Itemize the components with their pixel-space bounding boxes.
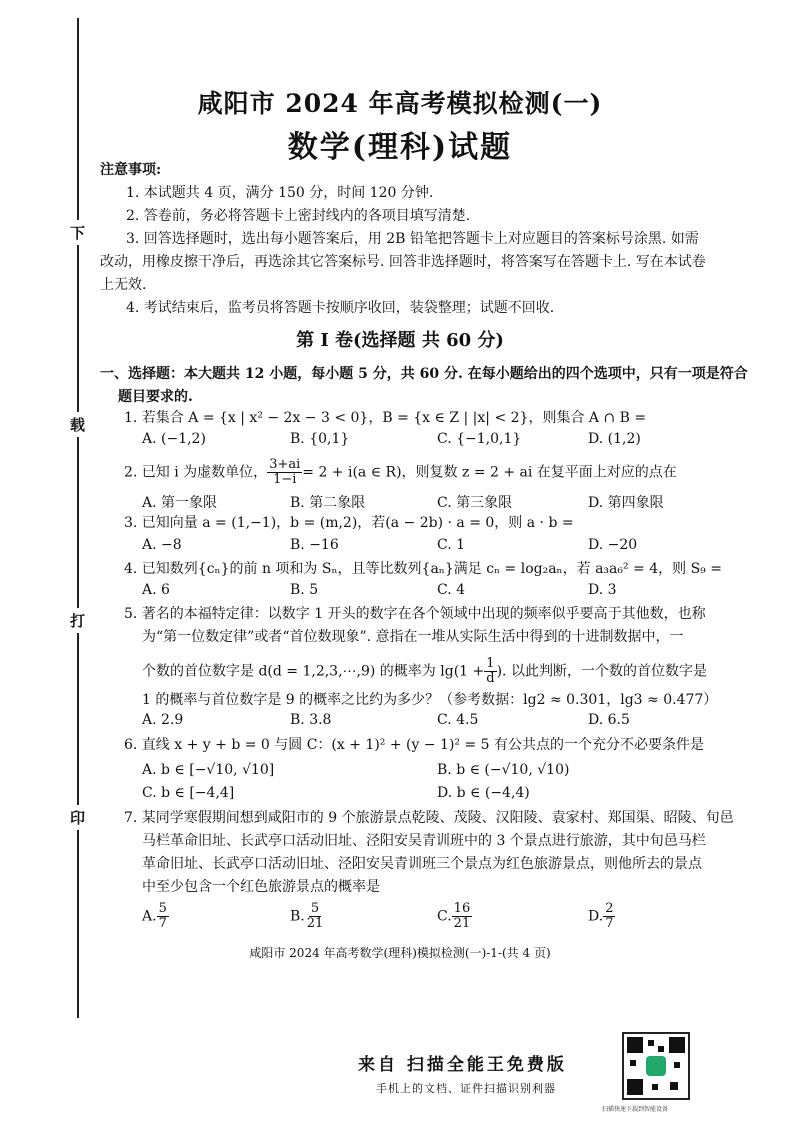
qr-module xyxy=(630,1060,636,1066)
section-intro-cont: 题目要求的. xyxy=(118,389,193,405)
question-6-option-b: B. b ∈ (−√10, √10) xyxy=(437,762,570,778)
question-5-fraction xyxy=(484,657,496,686)
question-6-stem: 6. 直线 x + y + b = 0 与圆 C：(x + 1)² + (y − 1)² = 5 有公共点的一个充分不必要条件是 xyxy=(124,737,705,753)
question-2-stem-post: = 2 + i(a ∈ R)，则复数 z = 2 + ai 在复平面上对应的点在 xyxy=(302,464,677,481)
question-2-option-c: C. 第三象限 xyxy=(437,495,513,511)
question-5-stem-cont xyxy=(142,657,707,686)
fraction-numerator: 16 xyxy=(453,901,471,916)
question-4-option-d: D. 3 xyxy=(588,582,617,598)
question-5-option-d: D. 6.5 xyxy=(588,712,630,728)
question-4-option-c: C. 4 xyxy=(437,582,466,598)
side-mark: 印 xyxy=(70,805,85,830)
fraction-numerator: 5 xyxy=(310,901,320,916)
option-fraction xyxy=(452,902,473,931)
question-1-option-a: A. (−1,2) xyxy=(142,431,206,447)
exam-title: 咸阳市 2024 年高考模拟检测(一) xyxy=(197,89,603,118)
qr-module xyxy=(670,1082,678,1090)
binding-line xyxy=(77,18,79,1018)
question-7-option-b xyxy=(290,902,325,931)
notice-item-4: 4. 考试结束后，监考员将答题卡按顺序收回，装袋整理；试题不回收. xyxy=(126,300,555,316)
qr-finder xyxy=(669,1037,685,1053)
qr-module xyxy=(658,1046,664,1052)
scanner-logo-icon xyxy=(646,1056,666,1076)
qr-caption: 扫描快速下载到智能设备 xyxy=(602,1106,669,1113)
question-7-stem-cont: 革命旧址、长武亭口活动旧址、泾阳安吴青训班三个景点为红色旅游景点，则他所去的景点 xyxy=(142,856,702,872)
notice-item-3-cont: 改动，用橡皮擦干净后，再选涂其它答案标号. 回答非选择题时，将答案写在答题卡上. 写在本试卷 xyxy=(100,254,706,270)
option-label: D. xyxy=(588,908,604,925)
question-3-stem: 3. 已知向量 a = (1,−1)，b = (m,2)，若(a − 2b) · a = 0，则 a · b = xyxy=(124,515,574,531)
question-7-option-d xyxy=(588,902,615,931)
scanner-watermark-title: 来自 扫描全能王免费版 xyxy=(358,1055,567,1075)
question-7-stem-cont: 中至少包含一个红色旅游景点的概率是 xyxy=(142,879,380,895)
exam-subtitle: 数学(理科)试题 xyxy=(287,130,513,165)
question-5-stem-post: ). 以此判断，一个数的首位数字是 xyxy=(496,663,707,680)
fraction-numerator: 3+ai xyxy=(269,457,301,472)
section-intro: 一、选择题：本大题共 12 小题，每小题 5 分，共 60 分. 在每小题给出的四个选项中，只有一项是符合 xyxy=(100,366,748,382)
question-2-stem-pre: 2. 已知 i 为虚数单位， xyxy=(124,464,268,481)
qr-module xyxy=(652,1084,658,1090)
question-1-option-b: B. {0,1} xyxy=(290,431,350,447)
option-fraction xyxy=(603,902,615,931)
question-2-option-d: D. 第四象限 xyxy=(588,495,664,511)
scanner-watermark-subtitle: 手机上的文档、证件扫描识别利器 xyxy=(376,1082,556,1095)
notice-item-3-cont: 上无效. xyxy=(100,277,147,293)
question-5-option-b: B. 3.8 xyxy=(290,712,332,728)
side-mark: 打 xyxy=(70,608,85,633)
option-label: B. xyxy=(290,908,305,925)
question-3-option-d: D. −20 xyxy=(588,537,638,553)
question-6-option-d: D. b ∈ (−4,4) xyxy=(437,785,530,801)
page-footer: 咸阳市 2024 年高考数学(理科)模拟检测(一)-1-(共 4 页) xyxy=(249,946,551,960)
fraction-numerator: 2 xyxy=(605,901,614,916)
question-6-option-a: A. b ∈ [−√10, √10] xyxy=(142,762,275,778)
question-3-option-c: C. 1 xyxy=(437,537,466,553)
fraction-numerator: 5 xyxy=(158,901,167,916)
fraction-denominator: 7 xyxy=(605,916,614,931)
question-5-stem-pre: 个数的首位数字是 d(d = 1,2,3,⋯,9) 的概率为 lg(1 + xyxy=(142,663,485,680)
option-label: C. xyxy=(437,908,452,925)
question-6-option-c: C. b ∈ [−4,4] xyxy=(142,785,235,801)
question-5-option-c: C. 4.5 xyxy=(437,712,479,728)
question-7-option-c xyxy=(437,902,472,931)
fraction-denominator: 1−i xyxy=(273,472,297,487)
question-1-stem: 1. 若集合 A = {x | x² − 2x − 3 < 0}，B = {x ∈ Z | |x| < 2}，则集合 A ∩ B = xyxy=(124,410,647,426)
qr-module xyxy=(674,1062,680,1068)
question-3-option-a: A. −8 xyxy=(142,537,182,553)
qr-finder xyxy=(627,1079,643,1095)
question-2-option-b: B. 第二象限 xyxy=(290,495,366,511)
question-4-stem: 4. 已知数列{cₙ}的前 n 项和为 Sₙ，且等比数列{aₙ}满足 cₙ = log₂aₙ，若 a₃a₆² = 4，则 S₉ = xyxy=(124,561,722,577)
side-mark: 下 xyxy=(70,220,85,245)
question-2-stem xyxy=(124,458,677,487)
question-4-option-b: B. 5 xyxy=(290,582,319,598)
question-5-stem: 5. 著名的本福特定律：以数字 1 开头的数字在各个领域中出现的频率似乎要高于其他数，也称 xyxy=(124,606,706,622)
option-fraction xyxy=(157,902,169,931)
qr-module xyxy=(648,1040,654,1046)
option-label: A. xyxy=(142,908,157,925)
side-mark: 载 xyxy=(70,412,85,437)
notice-heading: 注意事项: xyxy=(100,162,162,178)
fraction-numerator: 1 xyxy=(486,656,495,671)
question-2-fraction xyxy=(267,458,302,487)
question-7-stem-cont: 马栏革命旧址、长武亭口活动旧址、泾阳安吴青训班中的 3 个景点进行旅游，其中旬邑马栏 xyxy=(142,833,706,849)
question-5-stem-cont: 为“第一位数定律”或者“首位数现象”. 意指在一堆从实际生活中得到的十进制数据中，一 xyxy=(142,629,684,645)
option-fraction xyxy=(305,902,326,931)
question-5-option-a: A. 2.9 xyxy=(142,712,184,728)
section-title: 第 Ⅰ 卷(选择题 共 60 分) xyxy=(296,330,504,351)
qr-code-icon xyxy=(622,1032,690,1100)
qr-finder xyxy=(627,1037,643,1053)
question-1-option-c: C. {−1,0,1} xyxy=(437,431,522,447)
question-3-option-b: B. −16 xyxy=(290,537,339,553)
question-7-stem: 7. 某同学寒假期间想到咸阳市的 9 个旅游景点乾陵、茂陵、汉阳陵、袁家村、郑国渠、昭陵、旬邑 xyxy=(124,810,734,826)
fraction-denominator: 21 xyxy=(453,916,471,931)
fraction-denominator: 7 xyxy=(158,916,167,931)
fraction-denominator: d xyxy=(486,671,495,686)
notice-item-2: 2. 答卷前，务必将答题卡上密封线内的各项目填写清楚. xyxy=(126,208,471,224)
question-5-stem-cont: 1 的概率与首位数字是 9 的概率之比约为多少？（参考数据：lg2 ≈ 0.301，lg3 ≈ 0.477） xyxy=(142,692,718,708)
notice-item-3: 3. 回答选择题时，选出每小题答案后，用 2B 铅笔把答题卡上对应题目的答案标号涂黑. 如需 xyxy=(126,231,699,247)
question-4-option-a: A. 6 xyxy=(142,582,170,598)
notice-item-1: 1. 本试题共 4 页，满分 150 分，时间 120 分钟. xyxy=(126,185,434,201)
question-1-option-d: D. (1,2) xyxy=(588,431,641,447)
question-7-option-a xyxy=(142,902,169,931)
question-2-option-a: A. 第一象限 xyxy=(142,495,218,511)
fraction-denominator: 21 xyxy=(306,916,324,931)
